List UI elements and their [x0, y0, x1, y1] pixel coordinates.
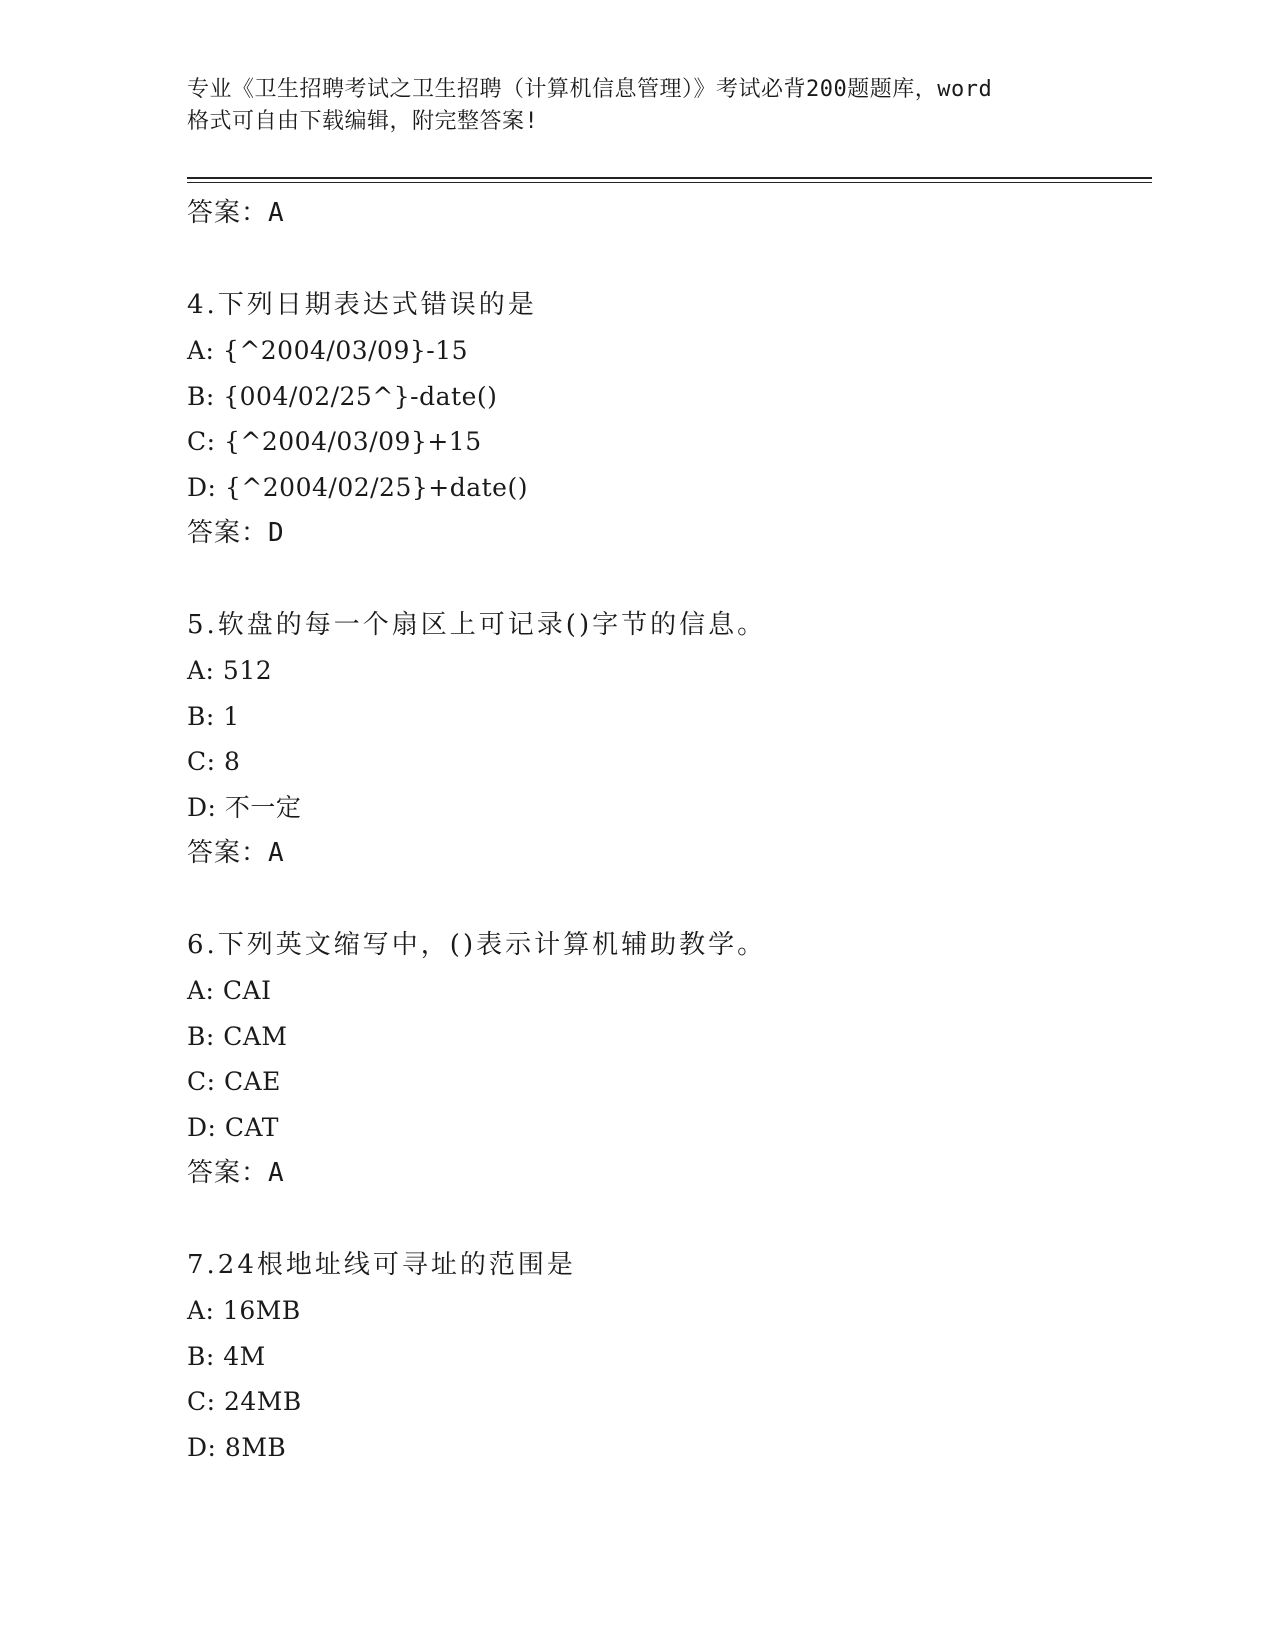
option-a: A: {^2004/03/09}-15	[187, 336, 469, 365]
question-block	[187, 922, 1137, 1196]
option-d: D: 不一定	[187, 792, 302, 822]
answer-line: 答案：D	[187, 518, 285, 548]
option-c: C: 24MB	[187, 1387, 302, 1416]
question-text: 5.软盘的每一个扇区上可记录()字节的信息。	[187, 610, 767, 640]
option-a: A: CAI	[187, 976, 272, 1005]
option-d: D: {^2004/02/25}+date()	[187, 472, 528, 502]
question-block	[187, 282, 1137, 556]
header-line-2: 格式可自由下载编辑，附完整答案!	[187, 109, 539, 134]
question-text: 7.24根地址线可寻址的范围是	[187, 1250, 576, 1280]
option-a: A: 16MB	[187, 1296, 301, 1325]
option-b: B: {004/02/25^}-date()	[187, 381, 498, 411]
answer-line: 答案：A	[187, 838, 285, 868]
header-line-1: 专业《卫生招聘考试之卫生招聘（计算机信息管理）》考试必背200题题库，word	[187, 77, 993, 102]
answer-line: 答案：A	[187, 1158, 285, 1188]
option-a: A: 512	[187, 656, 273, 685]
option-c: C: {^2004/03/09}+15	[187, 427, 482, 456]
question-block	[187, 1242, 1137, 1470]
option-d: D: 8MB	[187, 1432, 287, 1462]
question-text: 4.下列日期表达式错误的是	[187, 290, 537, 320]
option-b: B: 4M	[187, 1341, 266, 1371]
option-b: B: CAM	[187, 1021, 288, 1051]
question-text: 6.下列英文缩写中，()表示计算机辅助教学。	[187, 930, 767, 960]
header-rule-thin	[187, 182, 1152, 183]
option-b: B: 1	[187, 701, 240, 731]
question-list	[187, 190, 1137, 1470]
option-c: C: CAE	[187, 1067, 281, 1096]
document-header	[187, 74, 1087, 138]
question-block	[187, 602, 1137, 876]
answer-line: 答案：A	[187, 198, 285, 228]
header-rule-thick	[187, 177, 1152, 179]
option-d: D: CAT	[187, 1112, 279, 1142]
option-c: C: 8	[187, 747, 241, 776]
